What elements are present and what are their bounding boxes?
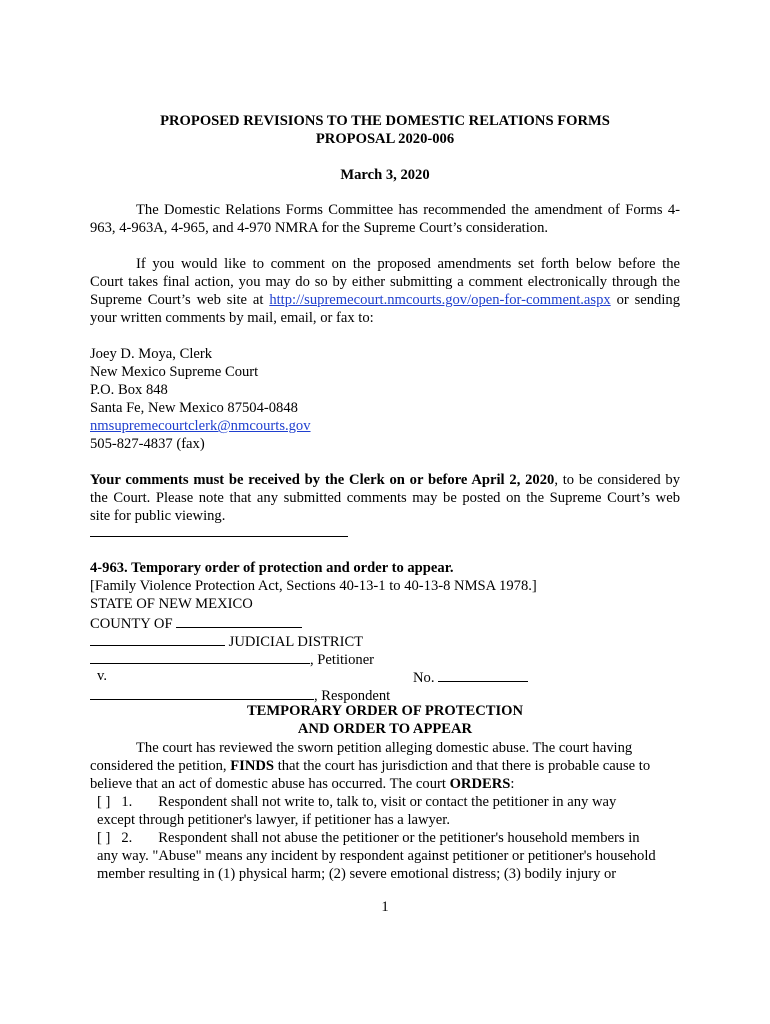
- form-state: STATE OF NEW MEXICO: [90, 596, 253, 612]
- comment-line-1: If you would like to comment on the proposed amendments set forth below before the: [136, 256, 680, 272]
- order-body-line-2: [90, 757, 650, 775]
- intro-line-1: The Domestic Relations Forms Committee has recommended the amendment of Forms 4-: [136, 202, 680, 218]
- county-blank[interactable]: [176, 613, 302, 628]
- respondent-blank[interactable]: [90, 685, 314, 700]
- versus-label: v.: [97, 668, 107, 684]
- open-for-comment-link[interactable]: http://supremecourt.nmcourts.gov/open-for-comment.aspx: [269, 292, 611, 308]
- page-number: 1: [381, 899, 389, 915]
- form-county-line: [90, 613, 302, 633]
- item-1-checkbox[interactable]: [ ]: [97, 794, 111, 810]
- body3-prefix: believe that an act of domestic abuse has occurred. The court: [90, 776, 446, 792]
- deadline-line-1: [90, 471, 680, 489]
- case-number-line: [413, 667, 528, 687]
- clerk-fax: 505-827-4837 (fax): [90, 436, 205, 452]
- comment-line-4: your written comments by mail, email, or fax to:: [90, 310, 374, 326]
- item-2-number: 2.: [121, 830, 133, 846]
- proposal-number: PROPOSAL 2020-006: [315, 131, 455, 147]
- clerk-po-box: P.O. Box 848: [90, 382, 168, 398]
- separator-rule: [90, 536, 348, 537]
- document-date: March 3, 2020: [340, 167, 430, 183]
- item-2-line-1: [97, 829, 640, 847]
- order-title-1: TEMPORARY ORDER OF PROTECTION: [246, 703, 524, 719]
- petitioner-blank[interactable]: [90, 649, 310, 664]
- item-1-text: Respondent shall not write to, talk to, visit or contact the petitioner in any way: [158, 794, 617, 810]
- item-2-checkbox[interactable]: [ ]: [97, 830, 111, 846]
- form-authority: [Family Violence Protection Act, Sections 40-13-1 to 40-13-8 NMSA 1978.]: [90, 578, 537, 594]
- district-blank[interactable]: [90, 631, 225, 646]
- orders-bold: ORDERS: [449, 776, 511, 792]
- body2-suffix: that the court has jurisdiction and that there is probable cause to: [277, 758, 651, 774]
- clerk-email-link[interactable]: nmsupremecourtclerk@nmcourts.gov: [90, 418, 311, 434]
- case-number-blank[interactable]: [438, 667, 528, 682]
- district-label: JUDICIAL DISTRICT: [228, 634, 364, 650]
- comment-line-2: Court takes final action, you may do so by either submitting a comment electronically through the: [90, 274, 680, 290]
- order-body-line-3: [90, 775, 514, 793]
- item-1-line-2: except through petitioner's lawyer, if petitioner has a lawyer.: [97, 812, 450, 828]
- order-body-line-1: The court has reviewed the sworn petition alleging domestic abuse. The court having: [136, 740, 633, 756]
- petitioner-label: , Petitioner: [310, 652, 375, 668]
- form-heading: 4-963. Temporary order of protection and order to appear.: [90, 560, 454, 576]
- item-2-text: Respondent shall not abuse the petitioner or the petitioner's household members in: [158, 830, 640, 846]
- item-2-line-3: member resulting in (1) physical harm; (2) severe emotional distress; (3) bodily injury or: [97, 866, 617, 882]
- comment-line-3-prefix: Supreme Court’s web site at: [90, 292, 264, 308]
- case-number-label: No.: [413, 670, 435, 686]
- item-2-line-2: any way. "Abuse" means any incident by respondent against petitioner or petitioner's household: [97, 848, 656, 864]
- deadline-bold: Your comments must be received by the Clerk on or before April 2, 2020: [90, 472, 555, 488]
- body3-suffix: :: [510, 776, 515, 792]
- deadline-line-3: site for public viewing.: [90, 508, 226, 524]
- comment-line-3: [90, 291, 680, 309]
- item-1-number: 1.: [121, 794, 133, 810]
- county-label: COUNTY OF: [90, 616, 173, 632]
- clerk-court: New Mexico Supreme Court: [90, 364, 259, 380]
- order-title-2: AND ORDER TO APPEAR: [297, 721, 473, 737]
- clerk-city: Santa Fe, New Mexico 87504-0848: [90, 400, 298, 416]
- item-1-line-1: [97, 793, 616, 811]
- respondent-label: , Respondent: [314, 688, 391, 704]
- document-title: PROPOSED REVISIONS TO THE DOMESTIC RELATIONS FORMS: [160, 113, 610, 129]
- body2-prefix: considered the petition,: [90, 758, 227, 774]
- form-district-line: [90, 631, 363, 651]
- comment-line-3-suffix: or sending: [616, 292, 680, 308]
- deadline-line-2: the Court. Please note that any submitted comments may be posted on the Supreme Court’s web: [90, 490, 680, 506]
- clerk-name: Joey D. Moya, Clerk: [90, 346, 213, 362]
- form-petitioner-line: [90, 649, 374, 669]
- finds-bold: FINDS: [230, 758, 275, 774]
- deadline-rest: , to be considered by: [554, 472, 680, 488]
- intro-line-2: 963, 4-963A, 4-965, and 4-970 NMRA for the Supreme Court’s consideration.: [90, 220, 549, 236]
